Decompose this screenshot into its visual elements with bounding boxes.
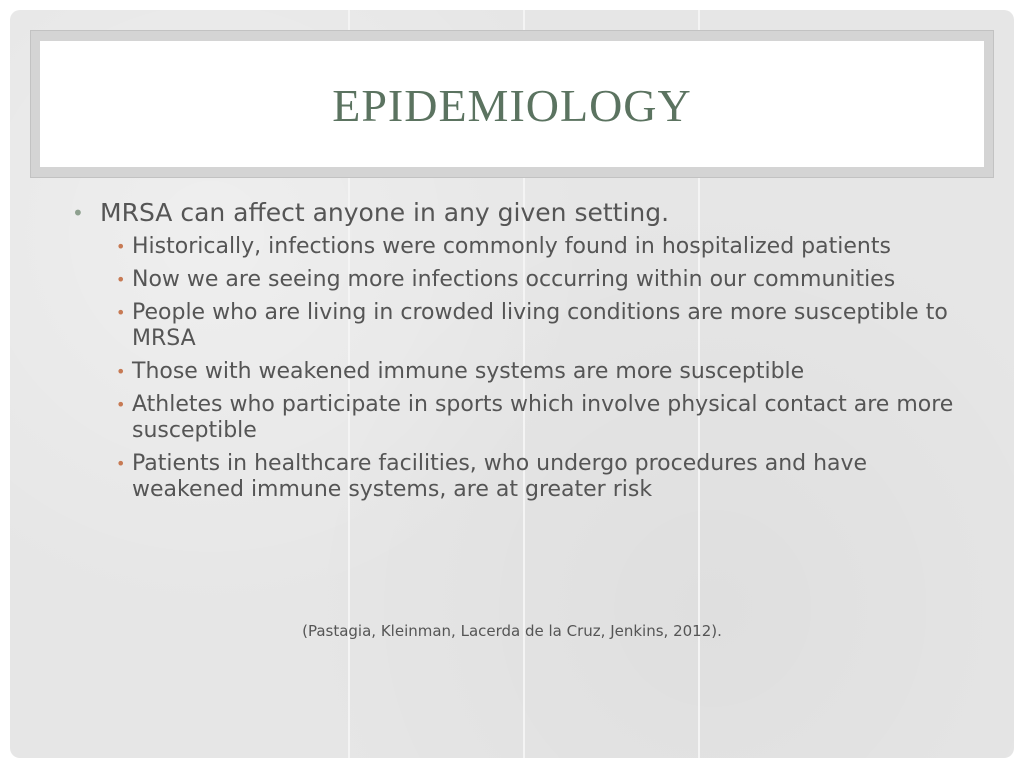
bullet-dot-icon: • bbox=[116, 270, 126, 289]
bullet-item-level2 bbox=[72, 359, 972, 385]
bullet-text: MRSA can affect anyone in any given setting. bbox=[100, 198, 670, 227]
bullet-text: Those with weakened immune systems are more susceptible bbox=[132, 359, 805, 384]
bullet-text: Patients in healthcare facilities, who undergo procedures and have weakened immune systems, are at greater risk bbox=[132, 451, 868, 502]
bullet-text: Historically, infections were commonly found in hospitalized patients bbox=[132, 234, 891, 259]
slide bbox=[10, 10, 1014, 758]
title-box bbox=[40, 41, 984, 167]
bullet-item-level1 bbox=[72, 198, 972, 228]
bullet-item-level2 bbox=[72, 392, 972, 444]
citation: (Pastagia, Kleinman, Lacerda de la Cruz, Jenkins, 2012). bbox=[302, 622, 722, 640]
bullet-dot-icon: • bbox=[116, 237, 126, 256]
bullet-item-level2 bbox=[72, 267, 972, 293]
bullet-list bbox=[72, 198, 972, 510]
bullet-item-level2 bbox=[72, 300, 972, 352]
bullet-dot-icon: • bbox=[116, 362, 126, 381]
slide-title: EPIDEMIOLOGY bbox=[332, 79, 692, 131]
bullet-item-level2 bbox=[72, 451, 972, 503]
bullet-dot-icon: • bbox=[72, 201, 84, 225]
bullet-dot-icon: • bbox=[116, 303, 126, 322]
bullet-text: People who are living in crowded living conditions are more susceptible to MRSA bbox=[132, 300, 948, 351]
bullet-text: Athletes who participate in sports which involve physical contact are more susceptible bbox=[132, 392, 954, 443]
bullet-dot-icon: • bbox=[116, 395, 126, 414]
bullet-text: Now we are seeing more infections occurring within our communities bbox=[132, 267, 896, 292]
bullet-dot-icon: • bbox=[116, 454, 126, 473]
bullet-item-level2 bbox=[72, 234, 972, 260]
